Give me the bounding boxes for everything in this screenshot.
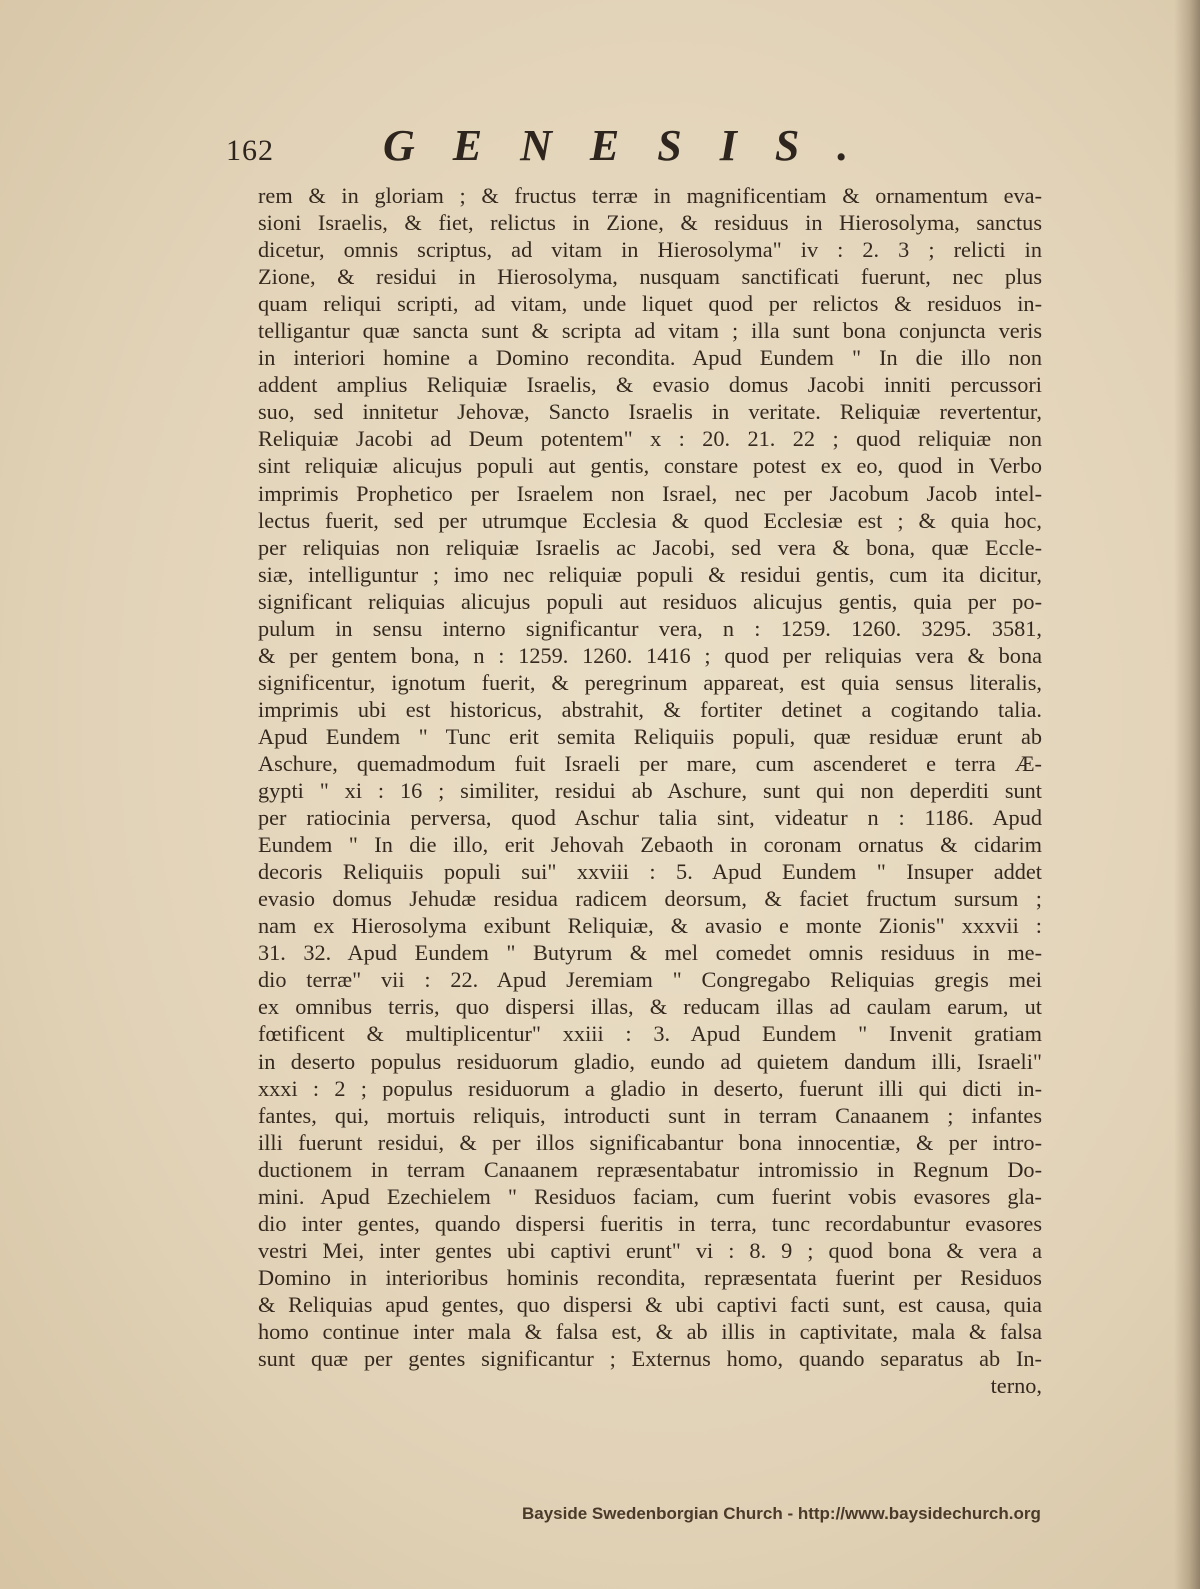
text-line: Eundem " In die illo, erit Jehovah Zebaoth in coronam ornatus & cidarim	[258, 832, 1042, 858]
text-line: xxxi : 2 ; populus residuorum a gladio in deserto, fuerunt illi qui dicti in-	[258, 1075, 1042, 1101]
text-line: Reliquiæ Jacobi ad Deum potentem" x : 20. 21. 22 ; quod reliquiæ non	[258, 426, 1042, 452]
text-line: lectus fuerit, sed per utrumque Ecclesia & quod Ecclesiæ est ; & quia hoc,	[258, 507, 1042, 533]
text-line: sint reliquiæ alicujus populi aut gentis, constare potest ex eo, quod in Verbo	[258, 453, 1042, 479]
text-line: ductionem in terram Canaanem repræsentabatur intromissio in Regnum Do-	[258, 1156, 1042, 1182]
text-line: Aschure, quemadmodum fuit Israeli per mare, cum ascenderet e terra Æ-	[258, 750, 1042, 776]
text-line: significant reliquias alicujus populi aut residuos alicujus gentis, quia per po-	[258, 588, 1042, 614]
text-line: homo continue inter mala & falsa est, & ab illis in captivitate, mala & falsa	[258, 1318, 1042, 1344]
text-line: suo, sed innitetur Jehovæ, Sancto Israelis in veritate. Reliquiæ revertentur,	[258, 399, 1042, 425]
text-line: telligantur quæ sancta sunt & scripta ad vitam ; illa sunt bona conjuncta veris	[258, 318, 1042, 344]
text-line: dio terræ" vii : 22. Apud Jeremiam " Congregabo Reliquias gregis mei	[258, 967, 1042, 993]
page-number: 162	[226, 134, 274, 167]
text-line: illi fuerunt residui, & per illos significabantur bona innocentiæ, & per intro-	[258, 1129, 1042, 1155]
text-line: evasio domus Jehudæ residua radicem deorsum, & faciet fructum sursum ;	[258, 886, 1042, 912]
text-line: ex omnibus terris, quo dispersi illas, & reducam illas ad caulam earum, ut	[258, 994, 1042, 1020]
watermark-credit: Bayside Swedenborgian Church - http://www.baysidechurch.org	[522, 1504, 1041, 1523]
text-line: sioni Israelis, & fiet, relictus in Zione, & residuus in Hierosolyma, sanctus	[258, 210, 1042, 236]
text-line: sunt quæ per gentes significantur ; Externus homo, quando separatus ab In-	[258, 1346, 1042, 1372]
text-line: nam ex Hierosolyma exibunt Reliquiæ, & avasio e monte Zionis" xxxvii :	[258, 913, 1042, 939]
text-line: rem & in gloriam ; & fructus terræ in magnificentiam & ornamentum eva-	[258, 183, 1042, 208]
text-line: gypti " xi : 16 ; similiter, residui ab Aschure, sunt qui non deperditi sunt	[258, 778, 1042, 804]
text-line: & Reliquias apud gentes, quo dispersi & ubi captivi facti sunt, est causa, quia	[258, 1291, 1042, 1317]
text-line: & per gentem bona, n : 1259. 1260. 1416 ; quod per reliquias vera & bona	[258, 642, 1042, 668]
text-line: addent amplius Reliquiæ Israelis, & evasio domus Jacobi inniti percussori	[258, 372, 1042, 398]
text-line: quam reliqui scripti, ad vitam, unde liquet quod per relictos & residuos in-	[258, 291, 1042, 317]
text-line: dio inter gentes, quando dispersi fueritis in terra, tunc recordabuntur evasores	[258, 1210, 1042, 1236]
text-line: terno,	[990, 1373, 1042, 1399]
text-line: Zione, & residui in Hierosolyma, nusquam sanctificati fuerunt, nec plus	[258, 264, 1042, 290]
page-spine-shadow	[1174, 0, 1200, 1589]
text-line: fœtificent & multiplicentur" xxiii : 3. Apud Eundem " Invenit gratiam	[258, 1021, 1042, 1047]
running-title: GENESIS.	[383, 121, 887, 170]
text-line: mini. Apud Ezechielem " Residuos faciam, cum fuerint vobis evasores gla-	[258, 1183, 1042, 1209]
text-line: dicetur, omnis scriptus, ad vitam in Hierosolyma" iv : 2. 3 ; relicti in	[258, 237, 1042, 263]
text-line: siæ, intelliguntur ; imo nec reliquiæ populi & residui gentis, cum ita dicitur,	[258, 561, 1042, 587]
text-line: imprimis ubi est historicus, abstrahit, & fortiter detinet a cogitando talia.	[258, 696, 1042, 722]
text-line: 31. 32. Apud Eundem " Butyrum & mel comedet omnis residuus in me-	[258, 940, 1042, 966]
body-text	[258, 182, 1042, 1399]
text-line: per ratiocinia perversa, quod Aschur talia sint, videatur n : 1186. Apud	[258, 805, 1042, 831]
text-line: Domino in interioribus hominis recondita, repræsentata fuerint per Residuos	[258, 1264, 1042, 1290]
text-line: in deserto populus residuorum gladio, eundo ad quietem dandum illi, Israeli"	[258, 1048, 1042, 1074]
text-line: pulum in sensu interno significantur vera, n : 1259. 1260. 3295. 3581,	[258, 615, 1042, 641]
page-header	[226, 120, 926, 180]
text-line: imprimis Prophetico per Israelem non Israel, nec per Jacobum Jacob intel-	[258, 480, 1042, 506]
text-line: per reliquias non reliquiæ Israelis ac Jacobi, sed vera & bona, quæ Eccle-	[258, 534, 1042, 560]
text-line: significentur, ignotum fuerit, & peregrinum appareat, est quia sensus literalis,	[258, 669, 1042, 695]
text-line: vestri Mei, inter gentes ubi captivi erunt" vi : 8. 9 ; quod bona & vera a	[258, 1237, 1042, 1263]
text-line: in interiori homine a Domino recondita. Apud Eundem " In die illo non	[258, 345, 1042, 371]
text-line: fantes, qui, mortuis reliquis, introducti sunt in terram Canaanem ; infantes	[258, 1102, 1042, 1128]
text-line: decoris Reliquiis populi sui" xxviii : 5. Apud Eundem " Insuper addet	[258, 859, 1042, 885]
text-line: Apud Eundem " Tunc erit semita Reliquiis populi, quæ residuæ erunt ab	[258, 723, 1042, 749]
